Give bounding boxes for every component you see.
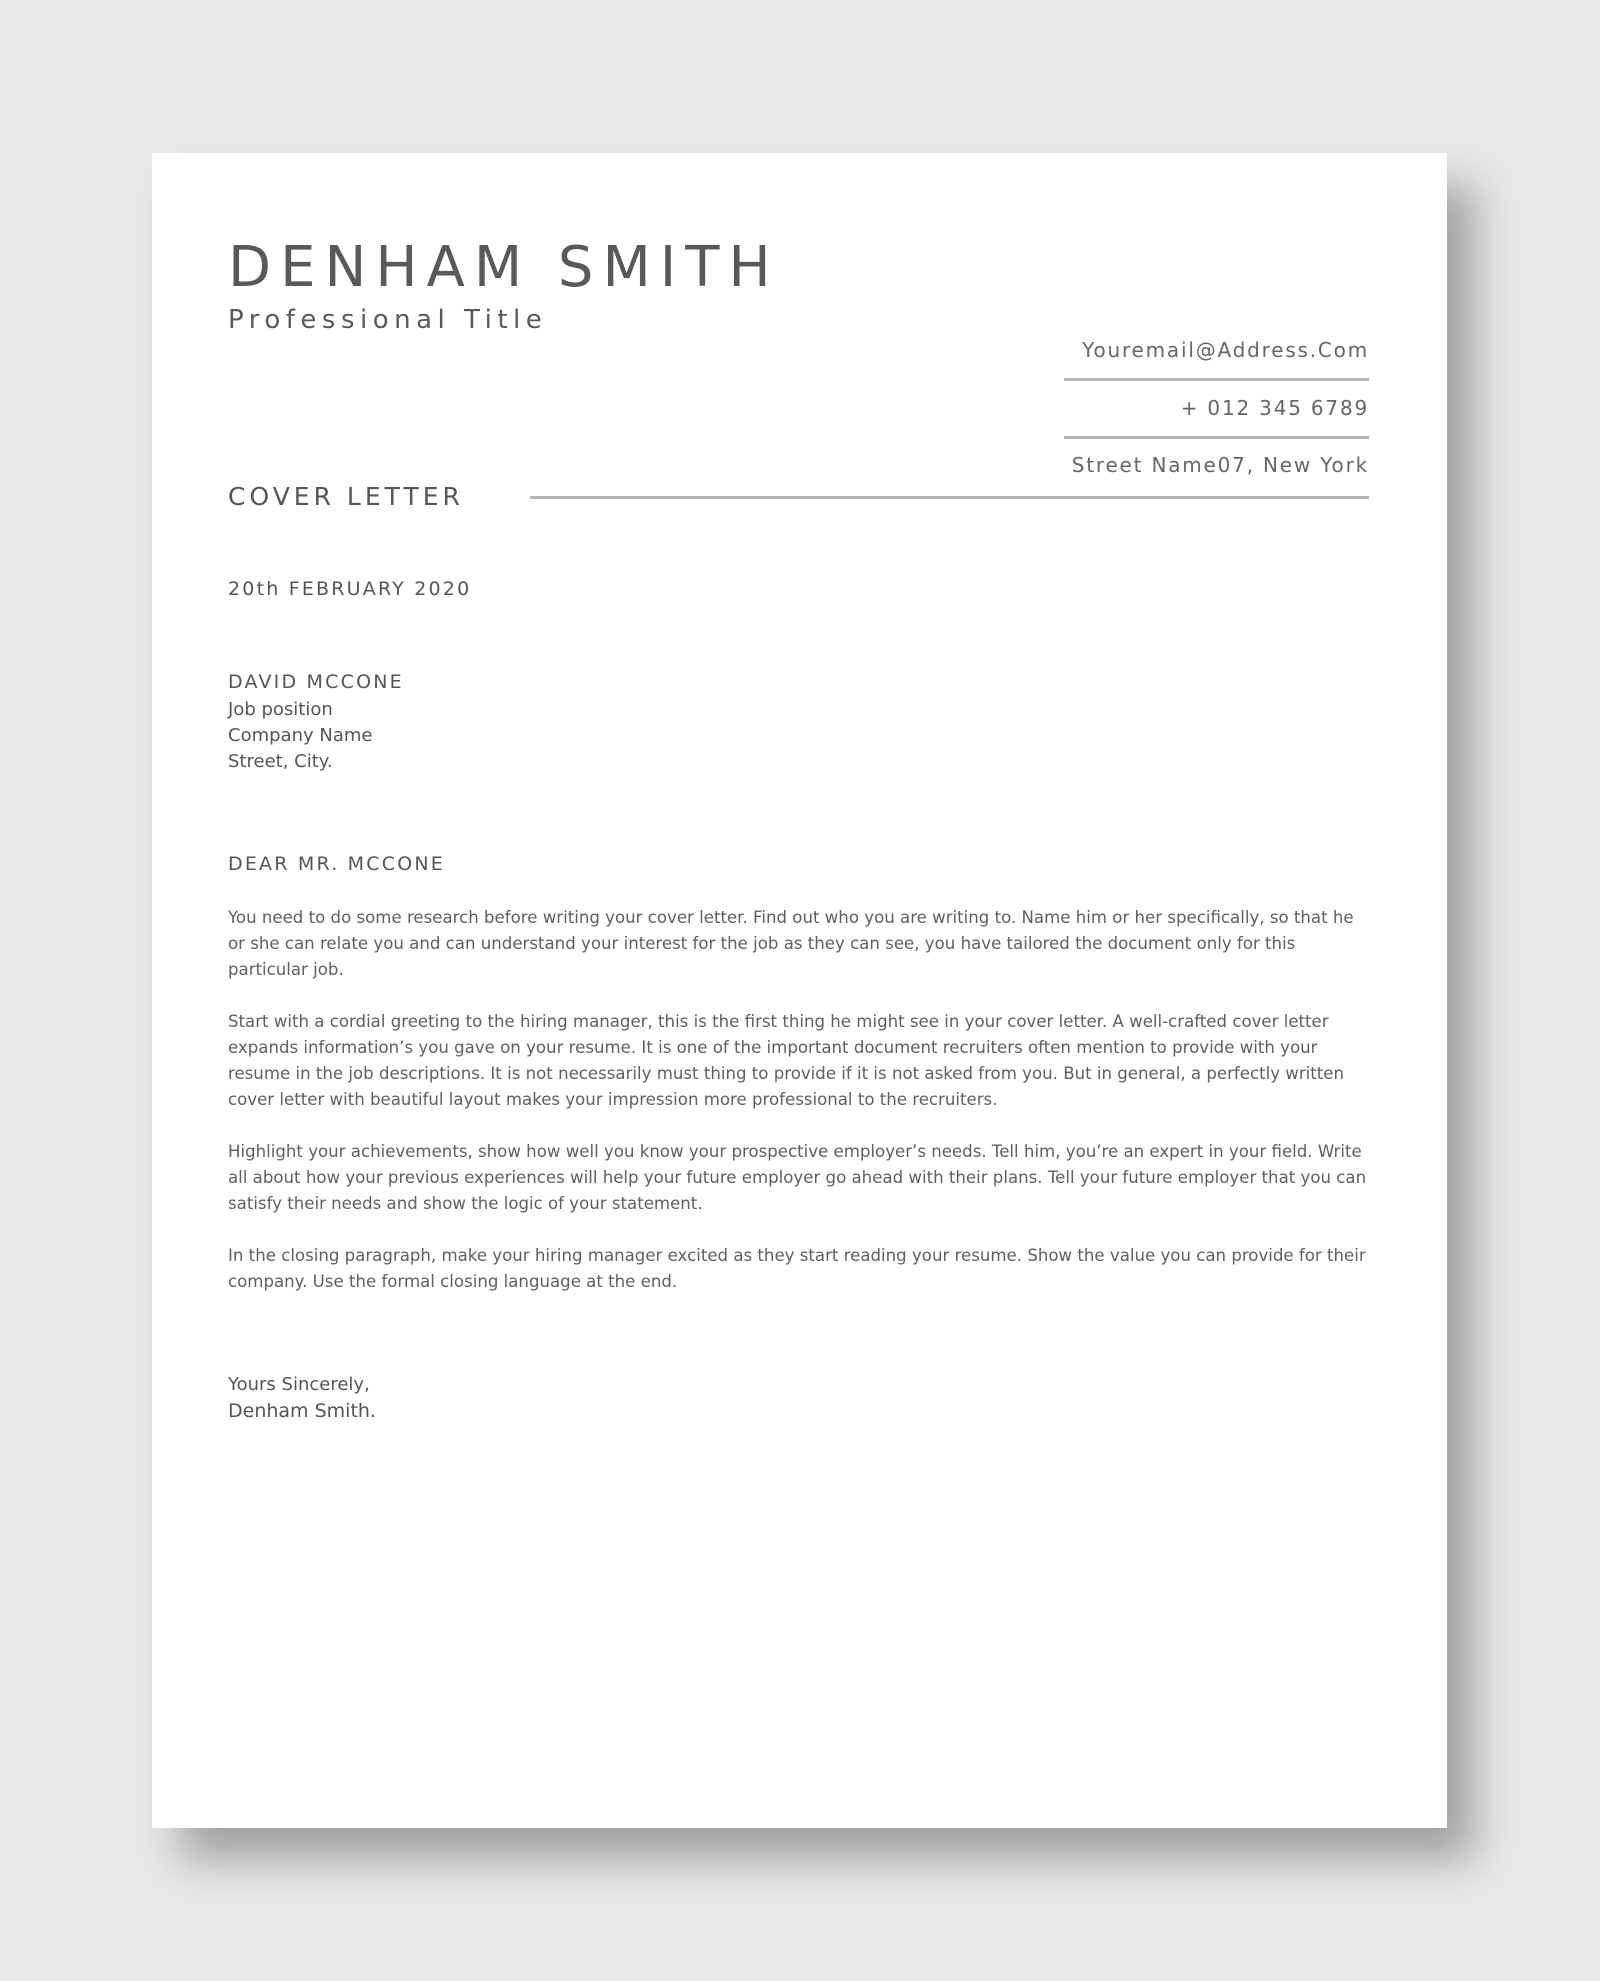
contact-email: Youremail@Address.Com (1082, 338, 1369, 362)
letter-body (228, 905, 1373, 1321)
body-paragraph: You need to do some research before writing your cover letter. Find out who you are writing to. Name him or her specifically, so that he or she can relate you and can understand your interest for the job as they can see, you have tailored the document only for this particular job. (228, 908, 1354, 979)
contact-address: Street Name07, New York (1071, 453, 1369, 477)
divider-line (1064, 378, 1369, 381)
recipient-block (228, 668, 404, 775)
recipient-position: Job position (228, 699, 333, 720)
salutation: DEAR MR. MCCONE (228, 853, 445, 875)
applicant-name: DENHAM SMITH (228, 235, 780, 300)
document-page (152, 153, 1447, 1828)
recipient-name: DAVID MCCONE (228, 671, 404, 693)
body-paragraph: Start with a cordial greeting to the hiring manager, this is the first thing he might see in your cover letter. A well-crafted cover letter expands information’s you gave on your resume. It is one of the important document recruiters often mention to provide with your resume in the job descriptions. It is not necessarily must thing to provide if it is not asked from you. But in general, a perfectly written cover letter with beautiful layout makes your impression more professional to the recruiters. (228, 1012, 1345, 1109)
contact-phone: + 012 345 6789 (1180, 396, 1369, 420)
body-paragraph: In the closing paragraph, make your hiring manager excited as they start reading your resume. Show the value you can provide for their company. Use the formal closing language at the end. (228, 1246, 1366, 1291)
letter-date: 20th FEBRUARY 2020 (228, 578, 472, 600)
recipient-address: Street, City. (228, 751, 333, 772)
sign-off: Yours Sincerely, (228, 1374, 370, 1395)
body-paragraph: Highlight your achievements, show how well you know your prospective employer’s needs. Tell him, you’re an expert in your field. Write all about how your previous experiences will help your future employer go ahead with their plans. Tell your future employer that you can satisfy their needs and show the logic of your statement. (228, 1142, 1367, 1213)
professional-title: Professional Title (228, 305, 548, 335)
divider-line (1064, 436, 1369, 439)
closing-block (228, 1371, 376, 1425)
signer-name: Denham Smith. (228, 1400, 376, 1422)
recipient-company: Company Name (228, 725, 373, 746)
section-title: COVER LETTER (228, 482, 464, 511)
section-divider-line (530, 496, 1369, 499)
